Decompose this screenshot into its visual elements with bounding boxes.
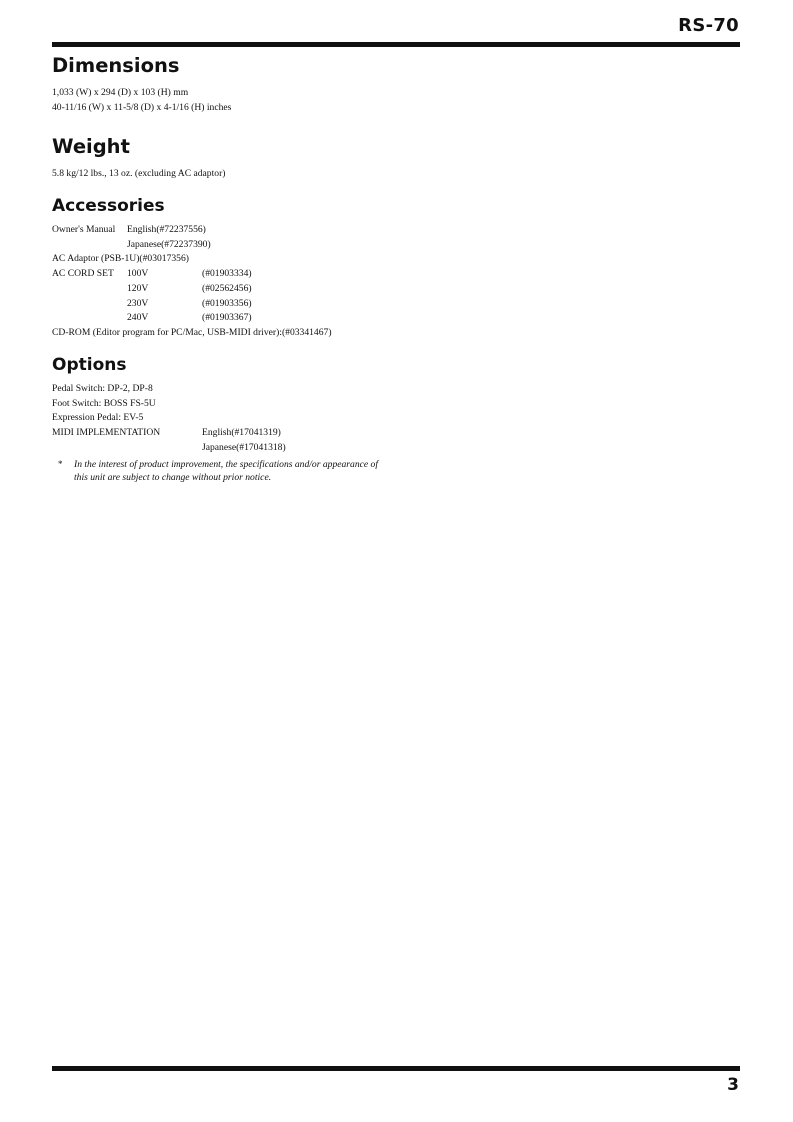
cord-voltage: 230V	[127, 298, 149, 309]
midi-implementation-label: MIDI IMPLEMENTATION	[52, 427, 161, 438]
weight-value: 5.8 kg/12 lbs., 13 oz. (excluding AC adaptor)	[52, 168, 226, 179]
ac-cord-set-label: AC CORD SET	[52, 268, 114, 279]
cord-part-number: (#01903367)	[202, 312, 252, 323]
midi-implementation-english: English(#17041319)	[202, 427, 281, 438]
cord-voltage: 120V	[127, 283, 149, 294]
dimensions-inches: 40-11/16 (W) x 11-5/8 (D) x 4-1/16 (H) inches	[52, 102, 232, 113]
option-pedal-switch: Pedal Switch: DP-2, DP-8	[52, 383, 153, 394]
owners-manual-japanese: Japanese(#72237390)	[127, 239, 211, 250]
accessories-heading: Accessories	[52, 196, 165, 216]
cdrom: CD-ROM (Editor program for PC/Mac, USB-MIDI driver):(#03341467)	[52, 327, 332, 338]
weight-heading: Weight	[52, 135, 130, 158]
cord-part-number: (#01903356)	[202, 298, 252, 309]
cord-part-number: (#01903334)	[202, 268, 252, 279]
note-line-2: this unit are subject to change without prior notice.	[74, 472, 272, 483]
option-foot-switch: Foot Switch: BOSS FS-5U	[52, 398, 156, 409]
note-line-1: In the interest of product improvement, the specifications and/or appearance of	[74, 459, 379, 470]
model-name: RS-70	[678, 15, 739, 36]
cord-voltage: 240V	[127, 312, 149, 323]
cord-part-number: (#02562456)	[202, 283, 252, 294]
owners-manual-english: English(#72237556)	[127, 224, 206, 235]
owners-manual-label: Owner's Manual	[52, 224, 116, 235]
dimensions-heading: Dimensions	[52, 54, 180, 77]
header-rule	[52, 42, 740, 47]
midi-implementation-japanese: Japanese(#17041318)	[202, 442, 286, 453]
cord-voltage: 100V	[127, 268, 149, 279]
options-heading: Options	[52, 355, 127, 375]
page-number: 3	[727, 1075, 739, 1095]
note-bullet: *	[58, 459, 63, 469]
ac-adaptor: AC Adaptor (PSB-1U)(#03017356)	[52, 253, 189, 264]
dimensions-mm: 1,033 (W) x 294 (D) x 103 (H) mm	[52, 87, 189, 98]
option-expression-pedal: Expression Pedal: EV-5	[52, 412, 144, 423]
footer-rule	[52, 1066, 740, 1071]
